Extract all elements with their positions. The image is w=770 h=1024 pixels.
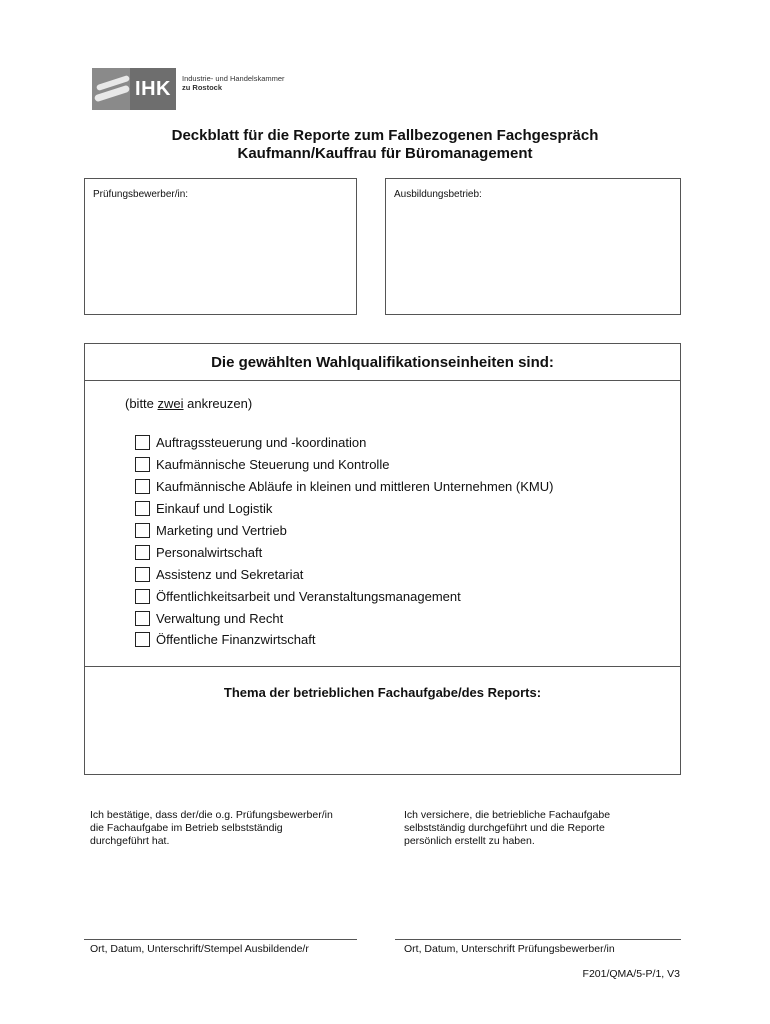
qualification-option (135, 498, 553, 520)
logo-name-line2: zu Rostock (182, 83, 223, 92)
topic-field[interactable] (85, 666, 680, 776)
qualification-option (135, 607, 553, 629)
option-label: Personalwirtschaft (156, 544, 263, 560)
checkbox[interactable] (135, 567, 150, 582)
selection-instruction (125, 396, 252, 411)
option-label: Verwaltung und Recht (156, 610, 284, 626)
option-label: Marketing und Vertrieb (156, 523, 287, 538)
instruction-underlined: zwei (157, 396, 184, 411)
trainer-declaration-line: die Fachaufgabe im Betrieb selbstständig (90, 822, 283, 834)
candidate-field-box[interactable] (84, 178, 357, 315)
option-label: Kaufmännische Abläufe in kleinen und mittleren Unternehmen (KMU) (156, 479, 554, 495)
checkbox[interactable] (135, 589, 150, 604)
qualification-option (135, 585, 553, 607)
trainer-declaration-line: Ich bestätige, dass der/die o.g. Prüfungsbewerber/in (90, 809, 333, 821)
document-title (0, 127, 770, 163)
qualification-option (135, 563, 553, 585)
instruction-post: ankreuzen) (183, 396, 253, 411)
qualification-option (135, 541, 553, 563)
company-field-box[interactable] (385, 178, 681, 315)
ihk-logo (92, 68, 297, 110)
title-line2: Kaufmann/Kauffrau für Büromanagement (237, 145, 533, 162)
form-code: F201/QMA/5-P/1, V3 (582, 968, 680, 980)
checkbox[interactable] (135, 501, 150, 516)
topic-label: Thema der betrieblichen Fachaufgabe/des Reports: (223, 685, 542, 700)
trainer-declaration-line: durchgeführt hat. (90, 835, 170, 847)
checkbox[interactable] (135, 632, 150, 647)
trainer-signature-label: Ort, Datum, Unterschrift/Stempel Ausbildende/r (90, 943, 309, 955)
logo-organization-name (182, 74, 285, 92)
candidate-signature-line[interactable] (395, 939, 681, 940)
company-label: Ausbildungsbetrieb: (394, 189, 482, 200)
checkbox[interactable] (135, 523, 150, 538)
title-line1: Deckblatt für die Reporte zum Fallbezogenen Fachgespräch (171, 127, 599, 144)
checkbox[interactable] (135, 479, 150, 494)
candidate-declaration-line: Ich versichere, die betriebliche Fachaufgabe (404, 809, 611, 821)
checkbox[interactable] (135, 545, 150, 560)
qualification-option (135, 432, 553, 454)
option-label: Einkauf und Logistik (156, 501, 273, 517)
checkbox[interactable] (135, 457, 150, 472)
candidate-declaration-line: persönlich erstellt zu haben. (404, 835, 535, 847)
qualification-option (135, 520, 553, 542)
qualification-option (135, 454, 553, 476)
qualification-option (135, 476, 553, 498)
checkbox[interactable] (135, 611, 150, 626)
candidate-label: Prüfungsbewerber/in: (93, 189, 189, 200)
candidate-declaration-line: selbstständig durchgeführt und die Reporte (404, 822, 605, 834)
qualification-options (135, 432, 553, 651)
option-label: Öffentliche Finanzwirtschaft (156, 632, 316, 648)
trainer-signature-line[interactable] (84, 939, 357, 940)
checkbox[interactable] (135, 435, 150, 450)
qualification-option (135, 629, 553, 651)
option-label: Auftragssteuerung und -koordination (156, 435, 367, 451)
trainer-declaration (90, 809, 370, 848)
qualifications-box (84, 343, 681, 775)
candidate-declaration (404, 809, 674, 848)
candidate-signature-label: Ort, Datum, Unterschrift Prüfungsbewerber/in (404, 943, 615, 955)
option-label: Öffentlichkeitsarbeit und Veranstaltungsmanagement (156, 588, 461, 604)
option-label: Assistenz und Sekretariat (156, 566, 304, 582)
ihk-emblem-icon (92, 68, 130, 110)
logo-name-line1: Industrie- und Handelskammer (182, 74, 285, 83)
option-label: Kaufmännische Steuerung und Kontrolle (156, 457, 390, 473)
instruction-pre: (bitte (125, 396, 158, 411)
logo-abbreviation: IHK (130, 68, 176, 110)
qualifications-heading: Die gewählten Wahlqualifikationseinheiten sind: (85, 344, 680, 381)
